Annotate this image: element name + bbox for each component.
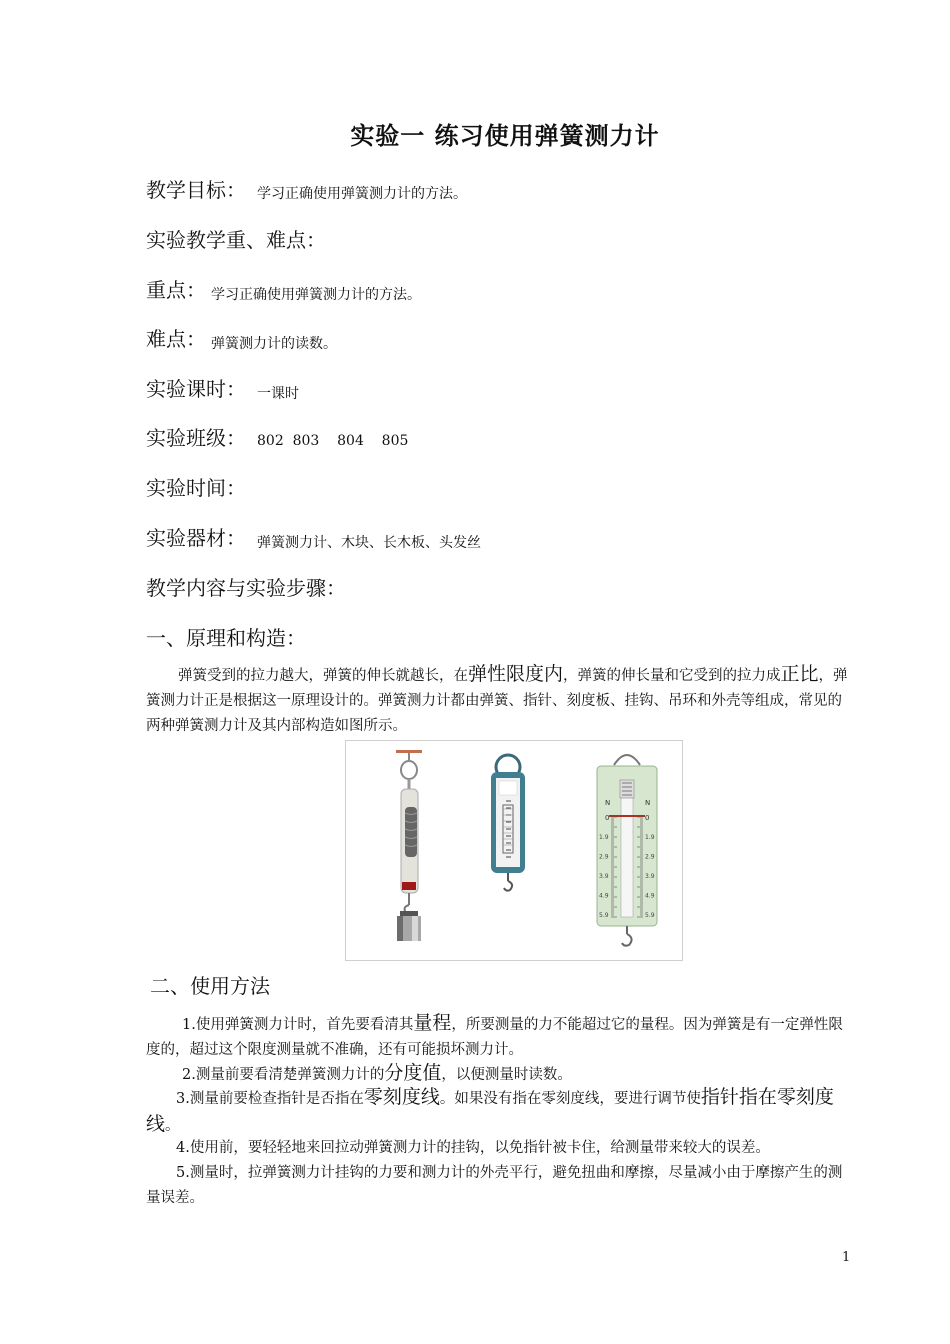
section2-heading: 二、使用方法 [150,974,270,998]
step-2-text-b: ，以便测量时读数。 [441,1067,572,1083]
hours-label: 实验课时： [146,377,246,401]
step-1 [146,1011,850,1063]
flat-spring-scale [491,755,525,891]
keypoints-label: 实验教学重、难点： [146,228,326,252]
step-1-text-a: 1.使用弹簧测力计时，首先要看清其 [182,1017,414,1033]
principle-paragraph [146,662,850,739]
goal-label: 教学目标： [146,178,246,202]
section1-heading: 一、原理和构造： [146,626,306,650]
hard-label: 难点： [146,327,206,351]
step-5: 5.测量时，拉弹簧测力计挂钩的力要和测力计的外壳平行，避免扭曲和摩擦，尽量减小由于摩擦产生的测量误差。 [146,1165,843,1206]
hours-value: 一课时 [257,386,299,402]
range-term: 量程 [413,1012,452,1034]
page-title: 实验一 练习使用弹簧测力计 [350,122,660,150]
pointer-zero-term: 指针指在零刻度线 [146,1086,834,1135]
class-value: 802 803 804 805 [257,433,409,449]
scale-label-left: 2.9 [599,853,609,861]
equip-value: 弹簧测力计、木块、长木板、头发丝 [257,535,481,551]
content-label: 教学内容与实验步骤： [146,576,346,600]
unit-left: N [605,799,611,807]
goal-value: 学习正确使用弹簧测力计的方法。 [257,186,467,202]
class-label: 实验班级： [146,426,246,450]
scale-label-left: 1.9 [599,834,609,841]
zero-left: 0 [605,814,610,822]
scale-label-right: 4.9 [645,892,655,900]
spring-scale-figure [345,740,683,961]
division-value-term: 分度值 [384,1062,442,1084]
principle-text-c: ，弹簧测力计正是根据这一原理设计的。弹簧测力计都由弹簧、指针、刻度板、挂钩、吊环和外壳等组成，常见的两种弹簧测力计及其内部构造如图所示。 [146,668,848,734]
zero-line-term: 零刻度线 [363,1086,440,1108]
scale-label-left: 4.9 [599,892,609,900]
unit-right: N [645,799,651,807]
key-value: 学习正确使用弹簧测力计的方法。 [211,287,421,303]
scale-label-left: 5.9 [599,912,609,919]
equip-label: 实验器材： [146,526,246,550]
scale-label-right: 5.9 [645,912,655,919]
page-number: 1 [842,1250,851,1265]
step-3 [146,1085,850,1139]
step-3-text-c: 。 [165,1118,180,1134]
cylindrical-spring-scale [396,750,422,941]
scale-label-right: 2.9 [645,853,655,861]
step-1-text-b: ，所要测量的力不能超过它的量程。因为弹簧是有一定弹性限度的，超过这个限度测量就不准确，还有可能损坏测力计。 [146,1017,843,1058]
step-3-text-a: 3.测量前要检查指针是否指在 [176,1091,364,1107]
plate-spring-scale [597,755,657,946]
step-2-text-a: 2.测量前要看清楚弹簧测力计的 [182,1067,385,1083]
scale-label-right: 3.9 [645,873,655,880]
zero-right: 0 [645,814,650,822]
principle-text-a: 弹簧受到的拉力越大，弹簧的伸长就越长，在 [178,668,468,684]
proportional-term: 正比 [780,663,819,685]
elastic-limit-term: 弹性限度内 [468,663,564,685]
principle-text-b: ，弹簧的伸长量和它受到的拉力成 [563,668,781,684]
hard-value: 弹簧测力计的读数。 [211,336,337,352]
scale-label-left: 3.9 [599,873,609,880]
scale-label-right: 1.9 [645,834,655,841]
time-label: 实验时间： [146,476,246,500]
key-label: 重点： [146,278,206,302]
step-2 [146,1061,850,1088]
step-3-text-b: 。如果没有指在零刻度线，要进行调节使 [439,1091,701,1107]
step-4: 4.使用前，要轻轻地来回拉动弹簧测力计的挂钩，以免指针被卡住，给测量带来较大的误差。 [176,1140,770,1156]
spring-scales-illustration [346,741,682,960]
